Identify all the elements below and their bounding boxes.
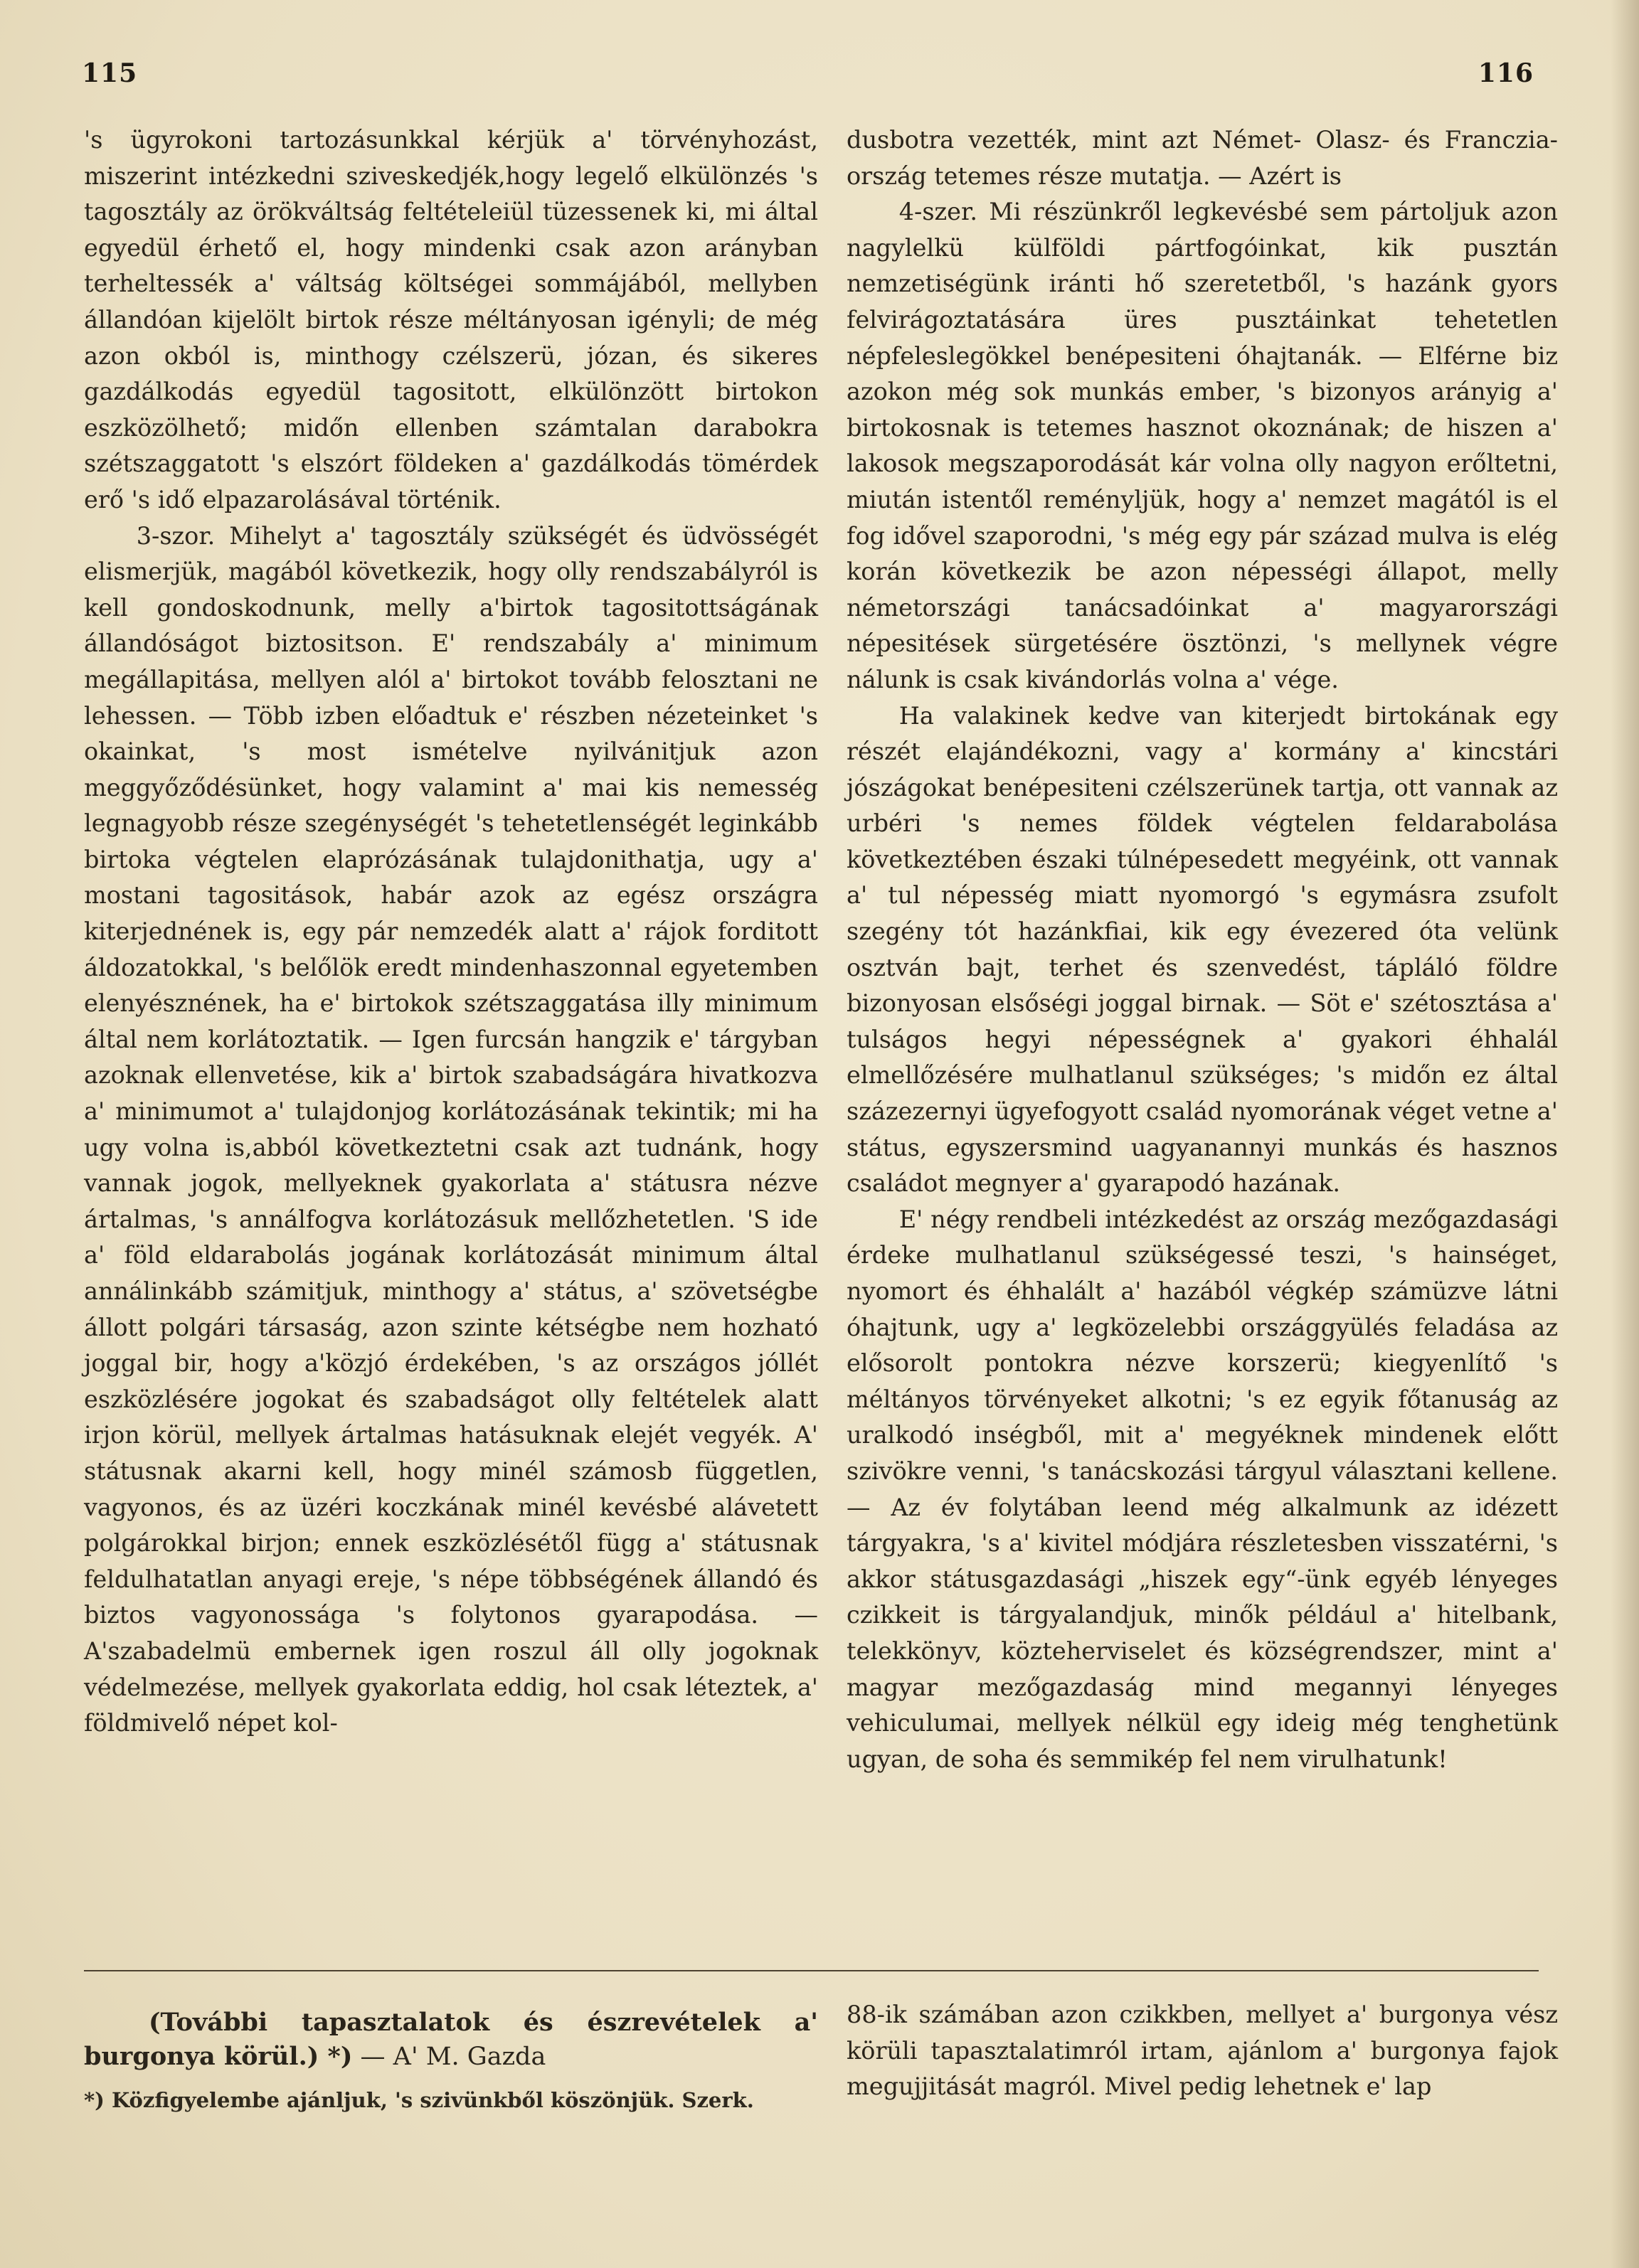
right-paragraph-4: E' négy rendbeli intézkedést az ország mezőgazdasági érdeke mulhatlanul szükségessé teszi, 's hainséget, nyomort és éhhalált a' hazából végkép számüzve látni óhajtunk, ugy a' legközelebbi országgyülés feladása az elősorolt pontokra nézve korszerü; kiegyenlítő 's méltányos törvényeket alkotni; 's ez egyik főtanuság az uralkodó inségből, mit a' megyéknek mindenek előtt szivökre venni, 's tanácskozási tárgyul választani kellene. — Az év folytában leend még alkalmunk az idézett tárgyakra, 's a' kivitel módjára részletesben visszatérni, 's akkor státusgazdasági „hiszek egy“-ünk egyéb lényeges czikkeit is tárgyalandjuk, minők például a' hitelbank, telekkönyv, közteherviselet és községrendszer, mint a' magyar mezőgazdaság mind megannyi lényeges vehiculumai, mellyek nélkül egy ideig még tenghetünk ugyan, de soha és semmikép fel nem virulhatunk! [847, 1205, 1558, 1773]
page-spine-shadow [1611, 0, 1639, 2268]
right-paragraph-3: Ha valakinek kedve van kiterjedt birtokának egy részét elajándékozni, vagy a' kormány a' kincstári jószágokat benépesiteni czélszerünek tartja, ott vannak az urbéri 's nemes földek végtelen feldarabolása következtében északi túlnépesedett megyéink, ott vannak a' tul népesség miatt nyomorgó 's egymásra zsufolt szegény tót hazánkfiai, kik egy évezered óta velünk osztván bajt, terhet és szenvedést, tápláló földre bizonyosan elsőségi joggal birnak. — Söt e' szétosztása a' tulságos hegyi népességnek a' gyakori éhhalál elmellőzésére mulhatlanul szükséges; 's midőn ez által százezernyi ügyefogyott család nyomorának véget vetne a' státus, egyszersmind uagyanannyi munkás és hasznos családot megnyer a' gyarapodó hazának. [847, 701, 1558, 1198]
section-divider [84, 1970, 1539, 1971]
right-paragraph-2: 4-szer. Mi részünkről legkevésbé sem pártoljuk azon nagylelkü külföldi pártfogóinkat, kik pusztán nemzetiségünk iránti hő szeretetből, 's hazánk gyors felvirágoztatására üres pusztáinkat tehetetlen népfeleslegökkel benépesiteni óhajtanák. — Elférne biz azokon még sok munkás ember, 's bizonyos arányig a' birtokosnak is tetemes hasznot okoznának; de hiszen a' lakosok megszaporodását kár volna olly nagyon erőltetni, miután istentől reményljük, hogy a' nemzet magától is el fog idővel szaporodni, 's még egy pár század mulva is elég korán következik be azon népességi állapot, melly németországi tanácsadóinkat a' magyarországi népesitések sürgetésére ösztönzi, 's mellynek végre nálunk is csak kivándorlás volna a' vége. [847, 198, 1558, 693]
left-column [84, 122, 818, 1742]
article-body: 88-ik számában azon czikkben, mellyet a' burgonya vész körüli tapasztalatimról irtam, ajánlom a' burgonya fajok megujjitását magról. Mivel pedig lehetnek e' lap [847, 2001, 1558, 2101]
page-number-left: 115 [82, 58, 138, 88]
article-header [84, 2006, 818, 2115]
left-paragraph-1: 's ügyrokoni tartozásunkkal kérjük a' törvényhozást, miszerint intézkedni sziveskedjék,hogy legelő elkülönzés 's tagosztály az örökváltság feltételeiül tüzessenek ki, mi által egyedül érhető el, hogy mindenki csak azon arányban terheltessék a' váltság költségei sommájából, mellyben állandóan kijelölt birtok része méltányosan igényli; de még azon okból is, minthogy czélszerü, józan, és sikeres gazdálkodás egyedül tagositott, elkülönzött birtokon eszközölhető; midőn ellenben számtalan darabokra szétszaggatott 's elszórt földeken a' gazdálkodás tömérdek erő 's idő elpazarolásával történik. [84, 126, 818, 513]
right-paragraph-1: dusbotra vezették, mint azt Német- Olasz- és Franczia-ország tetemes része mutatja. — Azért is [847, 126, 1558, 190]
article-title: (További tapasztalatok és észrevételek a' burgonya körül.) [84, 2008, 818, 2071]
right-column [847, 122, 1558, 1777]
footnote: *) Közfigyelembe ajánljuk, 's szivünkből köszönjük. Szerk. [84, 2088, 754, 2112]
page-number-right: 116 [1478, 58, 1534, 88]
article-byline: — A' M. Gazda [352, 2043, 546, 2071]
left-paragraph-2: 3-szor. Mihelyt a' tagosztály szükségét és üdvösségét elismerjük, magából következik, hogy olly rendszabályról is kell gondoskodnunk, melly a'birtok tagositottságának állandóságot biztositson. E' rendszabály a' minimum megállapitása, mellyen alól a' birtokot tovább felosztani ne lehessen. — Több izben előadtuk e' részben nézeteinket 's okainkat, 's most ismételve nyilvánitjuk azon meggyőződésünket, hogy valamint a' mai kis nemesség legnagyobb része szegénységét 's tehetetlenségét leginkább birtoka végtelen elaprózásának tulajdonithatja, ugy a' mostani tagositások, habár azok az egész országra kiterjednének is, egy pár nemzedék alatt a' rájok forditott áldozatokkal, 's belőlök eredt mindenhaszonnal egyetemben elenyésznének, ha e' birtokok szétszaggatása illy minimum által nem korlátoztatik. — Igen furcsán hangzik e' tárgyban azoknak ellenvetése, kik a' birtok szabadságára hivatkozva a' minimumot a' tulajdonjog korlátozásának tekintik; mi ha ugy volna is,abból következtetni csak azt tudnánk, hogy vannak jogok, mellyeknek gyakorlata a' státusra nézve ártalmas, 's annálfogva korlátozásuk mellőzhetetlen. 'S ide a' föld eldarabolás jogának korlátozását minimum által annálinkább számitjuk, minthogy a' státus, a' szövetségbe állott polgári társaság, azon szinte kétségbe nem hozható joggal bir, hogy a'közjó érdekében, 's az országos jóllét eszközlésére jogokat és szabadságot olly feltételek alatt irjon körül, mellyek ártalmas hatásuknak elejét vegyék. A' státusnak akarni kell, hogy minél számosb független, vagyonos, és az üzéri koczkának minél kevésbé alávetett polgárokkal birjon; ennek eszközlésétől függ a' státusnak feldulhatatlan anyagi ereje, 's népe többségének állandó és biztos vagyonossága 's folytonos gyarapodása. — A'szabadelmü embernek igen roszul áll olly jogoknak védelmezése, mellyek gyakorlata eddig, hol csak léteztek, a' földmivelő népet kol- [84, 521, 818, 1737]
article-title-block [84, 2006, 818, 2074]
footnote-marker: *) [319, 2042, 353, 2071]
